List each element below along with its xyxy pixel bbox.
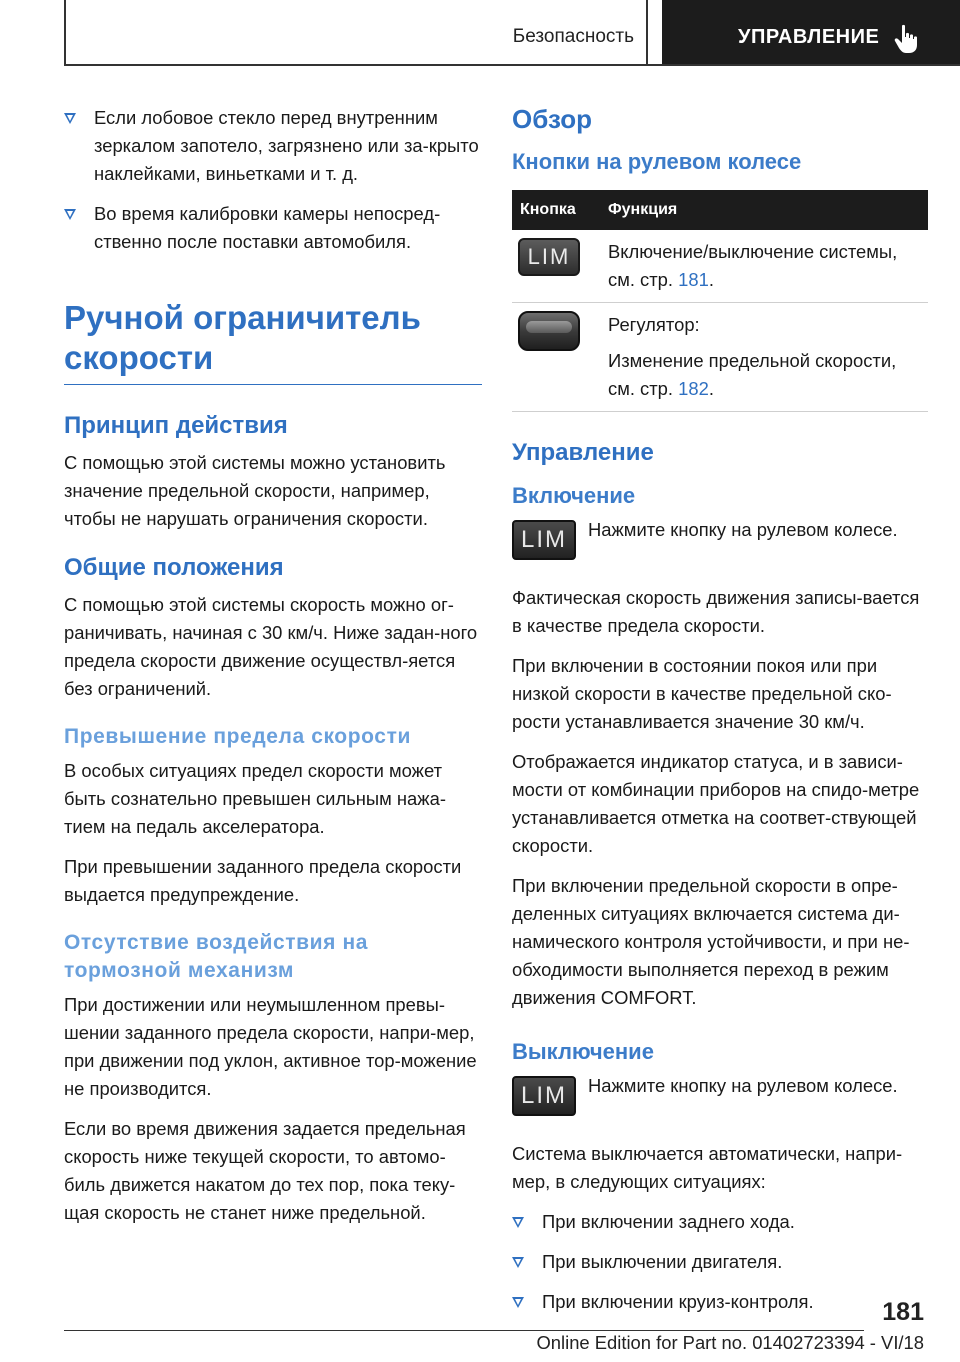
lim-button-icon: LIM xyxy=(518,238,580,276)
brake-text-1: При достижении или неумышленном превы-шении заданного предела скорости, напри-мер, при движении под уклон, активное тор-можение не производится. xyxy=(64,994,477,1099)
buttons-table xyxy=(512,190,928,412)
page-number: 181 xyxy=(882,1298,924,1326)
switch-off-heading: Выключение xyxy=(512,1039,654,1064)
section-title: Ручной ограничитель скорости xyxy=(64,299,421,376)
table-header-function: Функция xyxy=(600,190,928,230)
overview-heading: Обзор xyxy=(512,104,592,134)
switch-on-instruction-block xyxy=(512,516,928,566)
list-item xyxy=(512,1248,928,1276)
brake-text-2: Если во время движения задается предельная скорость ниже текущей скорости, то автомо-биль движется накатом до тех пор, пока теку-щая скорость не станет ниже предельной. xyxy=(64,1118,466,1223)
table-cell-icon xyxy=(512,230,600,303)
table-cell-function xyxy=(600,303,928,412)
triangle-bullet-icon xyxy=(512,1217,524,1228)
bullet-text: Если лобовое стекло перед внутренним зеркалом запотело, загрязнено или за-крыто наклейками, виньетками и т. д. xyxy=(94,107,479,184)
switch-on-text-3: Отображается индикатор статуса, и в зависи-мости от комбинации приборов на спидо-метре устанавливается отметка на соответ-ствующей скорости. xyxy=(512,751,920,856)
right-column xyxy=(512,104,928,1328)
lim-button-icon: LIM xyxy=(512,520,576,560)
switch-on-text-4: При включении предельной скорости в опре-деленных ситуациях включается система ди-намического контроля устойчивости, и при не-обходимости выполняется переход в режим движения COMFORT. xyxy=(512,875,910,1008)
header-section-title: Безопасность xyxy=(512,26,634,47)
exceed-text-1: В особых ситуациях предел скорости может быть сознательно превышен сильным нажа-тием на педаль акселератора. xyxy=(64,760,446,837)
bullet-text: При включении заднего хода. xyxy=(542,1211,795,1232)
rocker-switch-icon xyxy=(518,311,580,351)
triangle-bullet-icon xyxy=(64,209,76,220)
function-description xyxy=(608,347,920,403)
triangle-bullet-icon xyxy=(64,113,76,124)
principle-text: С помощью этой системы можно установить значение предельной скорости, например, чтобы не нарушать ограничения скорости. xyxy=(64,452,446,529)
exceed-text-2: При превышении заданного предела скорости выдается предупреждение. xyxy=(64,856,462,905)
table-header-row xyxy=(512,190,928,230)
switch-on-instruction: Нажмите кнопку на рулевом колесе. xyxy=(588,519,898,540)
lim-button-icon: LIM xyxy=(512,1076,576,1116)
table-cell-icon xyxy=(512,303,600,412)
table-row xyxy=(512,230,928,303)
left-column xyxy=(64,104,482,1239)
list-item xyxy=(64,104,482,188)
switch-on-heading: Включение xyxy=(512,483,636,508)
function-text-end: . xyxy=(708,378,714,399)
table-row xyxy=(512,303,928,412)
switch-on-text-2: При включении в состоянии покоя или при низкой скорости в качестве предельной ско-рости устанавливается значение 30 км/ч. xyxy=(512,655,892,732)
header-chapter-title: УПРАВЛЕНИЕ xyxy=(738,26,880,48)
section-title-block xyxy=(64,298,482,385)
function-text: Изменение предельной скорости, см. стр. xyxy=(608,350,897,399)
table-header-button: Кнопка xyxy=(512,190,600,230)
function-text: Включение/выключение системы, см. стр. xyxy=(608,241,898,290)
list-item xyxy=(512,1288,928,1316)
page-link[interactable]: 181 xyxy=(678,269,709,290)
page-link[interactable]: 182 xyxy=(678,378,709,399)
function-text-end: . xyxy=(708,269,714,290)
buttons-heading: Кнопки на рулевом колесе xyxy=(512,149,802,174)
bullet-text: При выключении двигателя. xyxy=(542,1251,783,1272)
list-item xyxy=(512,1208,928,1236)
switch-on-text-1: Фактическая скорость движения записы-вается в качестве предела скорости. xyxy=(512,587,920,636)
principle-heading: Принцип действия xyxy=(64,412,288,439)
switch-off-text-1: Система выключается автоматически, напри-мер, в следующих ситуациях: xyxy=(512,1143,903,1192)
function-label: Регулятор: xyxy=(608,314,700,335)
header-rule xyxy=(64,64,960,66)
brake-heading: Отсутствие воздействия на тормозной механизм xyxy=(64,931,369,982)
triangle-bullet-icon xyxy=(512,1257,524,1268)
list-item xyxy=(64,200,482,256)
exceed-heading: Превышение предела скорости xyxy=(64,725,411,748)
bullet-text: При включении круиз-контроля. xyxy=(542,1291,814,1312)
table-cell-function xyxy=(600,230,928,303)
bullet-text: Во время калибровки камеры непосред-ственно после поставки автомобиля. xyxy=(94,203,441,252)
footer-rule xyxy=(64,1330,864,1331)
control-heading: Управление xyxy=(512,439,654,466)
hand-pointer-icon xyxy=(893,24,921,54)
switch-off-instruction-block xyxy=(512,1072,928,1122)
switch-off-instruction: Нажмите кнопку на рулевом колесе. xyxy=(588,1075,898,1096)
general-heading: Общие положения xyxy=(64,554,284,581)
general-text: С помощью этой системы скорость можно ог-раничивать, начиная с 30 км/ч. Ниже задан-ного предела скорости движение осуществл-яется без ограничений. xyxy=(64,594,478,699)
triangle-bullet-icon xyxy=(512,1297,524,1308)
footer-edition: Online Edition for Part no. 01402723394 - VI/18 xyxy=(536,1332,924,1353)
